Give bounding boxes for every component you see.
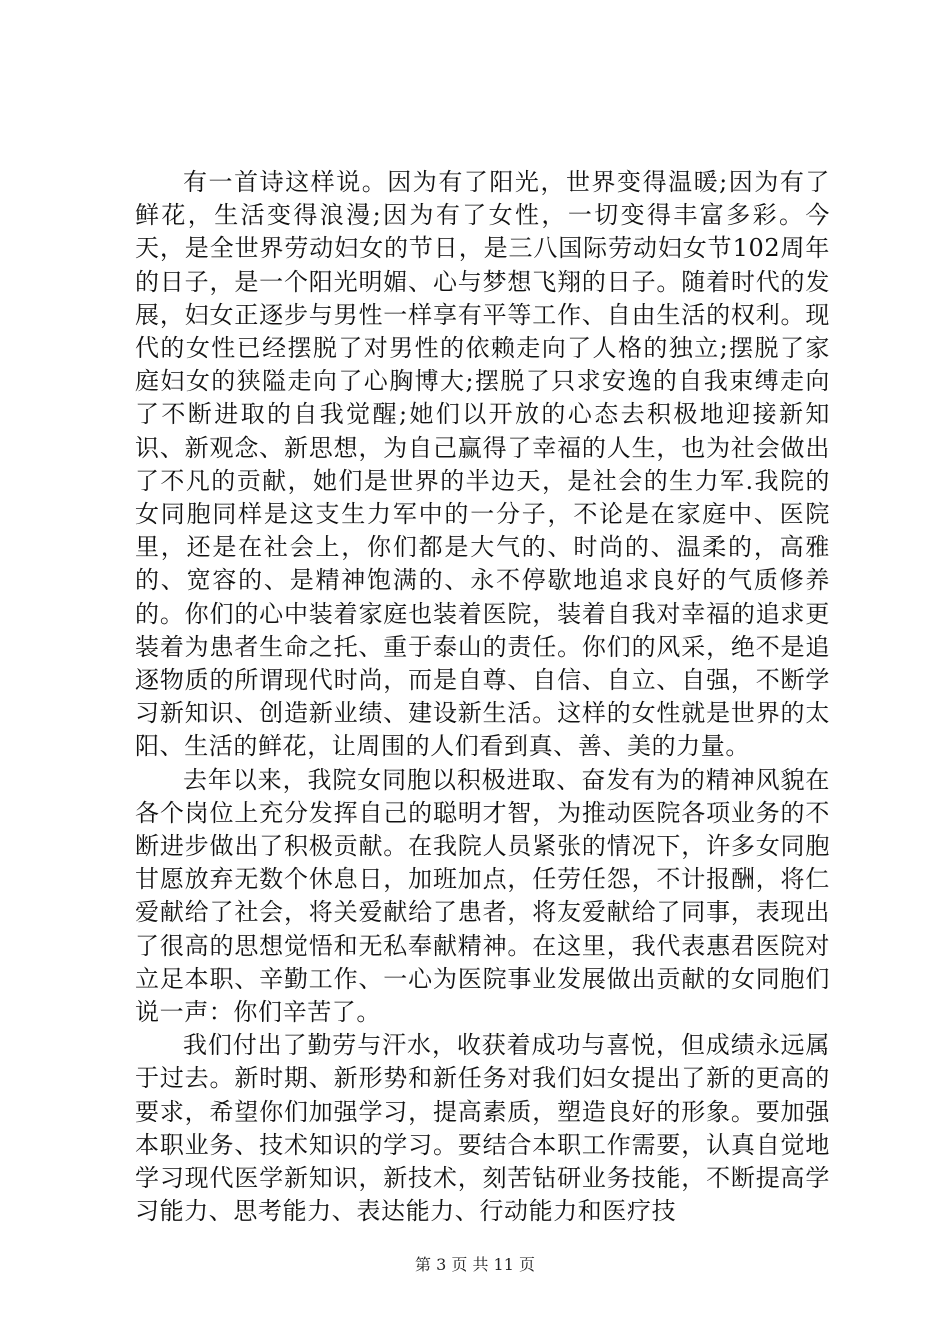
document-body: [135, 166, 830, 1229]
paragraph-3: 我们付出了勤劳与汗水，收获着成功与喜悦，但成绩永远属于过去。新时期、新形势和新任务对我们妇女提出了新的更高的要求，希望你们加强学习，提高素质，塑造良好的形象。要加强本职业务、技术知识的学习。要结合本职工作需要，认真自觉地学习现代医学新知识，新技术，刻苦钻研业务技能，不断提高学习能力、思考能力、表达能力、行动能力和医疗技: [135, 1031, 830, 1226]
paragraph-1: 有一首诗这样说。因为有了阳光，世界变得温暖;因为有了鲜花，生活变得浪漫;因为有了女性，一切变得丰富多彩。今天，是全世界劳动妇女的节日，是三八国际劳动妇女节102周年的日子，是一个阳光明媚、心与梦想飞翔的日子。随着时代的发展，妇女正逐步与男性一样享有平等工作、自由生活的权利。现代的女性已经摆脱了对男性的依赖走向了人格的独立;摆脱了家庭妇女的狭隘走向了心胸博大;摆脱了只求安逸的自我束缚走向了不断进取的自我觉醒;她们以开放的心态去积极地迎接新知识、新观念、新思想，为自己赢得了幸福的人生，也为社会做出了不凡的贡献，她们是世界的半边天，是社会的生力军.我院的女同胞同样是这支生力军中的一分子，不论是在家庭中、医院里，还是在社会上，你们都是大气的、时尚的、温柔的，高雅的、宽容的、是精神饱满的、永不停歇地追求良好的气质修养的。你们的心中装着家庭也装着医院，装着自我对幸福的追求更装着为患者生命之托、重于泰山的责任。你们的风采，绝不是追逐物质的所谓现代时尚，而是自尊、自信、自立、自强，不断学习新知识、创造新业绩、建设新生活。这样的女性就是世界的太阳、生活的鲜花，让周围的人们看到真、善、美的力量。: [135, 168, 830, 761]
page-footer: 第 3 页 共 11 页: [415, 1255, 535, 1274]
paragraph-2: 去年以来，我院女同胞以积极进取、奋发有为的精神风貌在各个岗位上充分发挥自己的聪明才智，为推动医院各项业务的不断进步做出了积极贡献。在我院人员紧张的情况下，许多女同胞甘愿放弃无数个休息日，加班加点，任劳任怨，不计报酬，将仁爱献给了社会，将关爱献给了患者，将友爱献给了同事，表现出了很高的思想觉悟和无私奉献精神。在这里，我代表惠君医院对立足本职、辛勤工作、一心为医院事业发展做出贡献的女同胞们说一声：你们辛苦了。: [135, 765, 830, 1027]
